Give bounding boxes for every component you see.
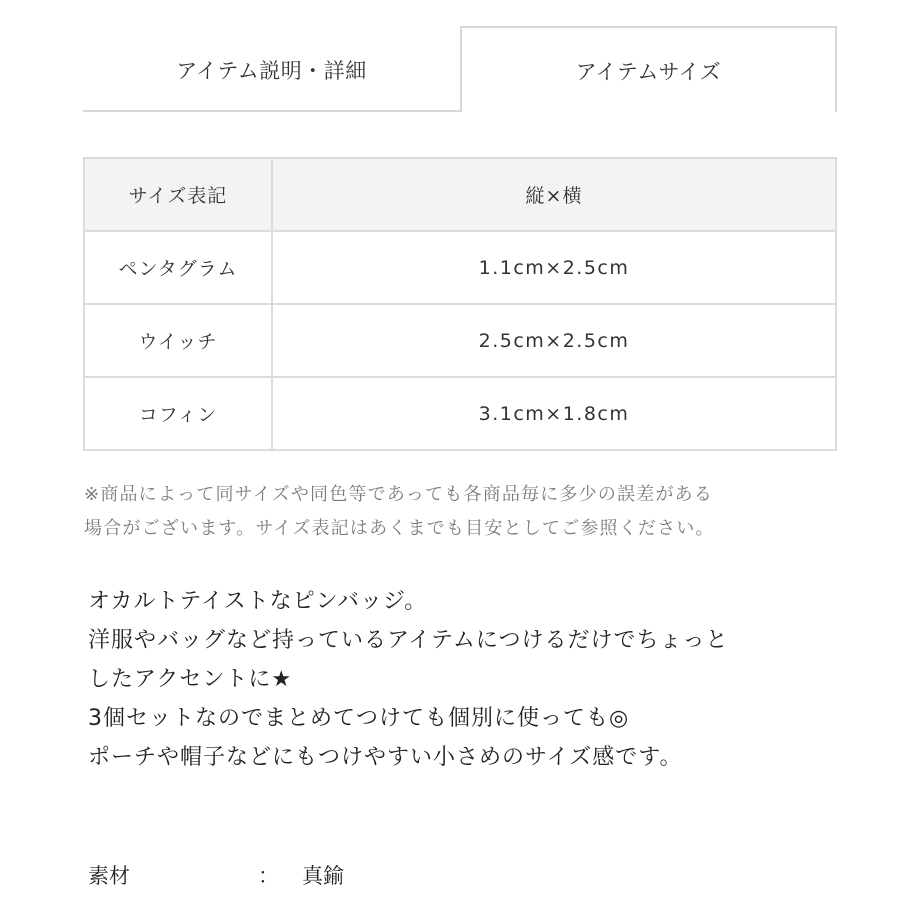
table-row: [84, 377, 836, 450]
size-value-cell: 2.5cm×2.5cm: [272, 304, 836, 377]
size-value-cell: 1.1cm×2.5cm: [272, 231, 836, 304]
tab-bar: [83, 26, 837, 112]
size-table: [83, 157, 837, 451]
description-line: 洋服やバッグなど持っているアイテムにつけるだけでちょっと: [88, 628, 729, 653]
table-row: [84, 304, 836, 377]
description-line: したアクセントに★: [88, 667, 293, 692]
header-size-label: サイズ表記: [84, 158, 272, 231]
tab-item-description[interactable]: アイテム説明・詳細: [83, 26, 460, 112]
size-name-cell: ペンタグラム: [84, 231, 272, 304]
header-dimensions: 縦×横: [272, 158, 836, 231]
material-label: 素材: [88, 864, 130, 888]
note-line: 場合がございます。サイズ表記はあくまでも目安としてご参照ください。: [84, 518, 715, 539]
table-row: [84, 231, 836, 304]
description-line: 3個セットなのでまとめてつけても個別に使っても◎: [88, 706, 630, 731]
material-row: [88, 860, 588, 896]
material-value: 真鍮: [302, 864, 344, 888]
material-separator: ：: [258, 864, 279, 888]
size-name-cell: ウイッチ: [84, 304, 272, 377]
description-line: オカルトテイストなピンバッジ。: [88, 589, 428, 614]
table-header-row: [84, 158, 836, 231]
item-description: [88, 582, 848, 777]
tab-item-size[interactable]: アイテムサイズ: [460, 26, 837, 112]
size-name-cell: コフィン: [84, 377, 272, 450]
size-disclaimer-note: [84, 478, 844, 546]
size-value-cell: 3.1cm×1.8cm: [272, 377, 836, 450]
note-line: ※商品によって同サイズや同色等であっても各商品毎に多少の誤差がある: [84, 484, 714, 505]
description-line: ポーチや帽子などにもつけやすい小さめのサイズ感です。: [88, 745, 683, 770]
